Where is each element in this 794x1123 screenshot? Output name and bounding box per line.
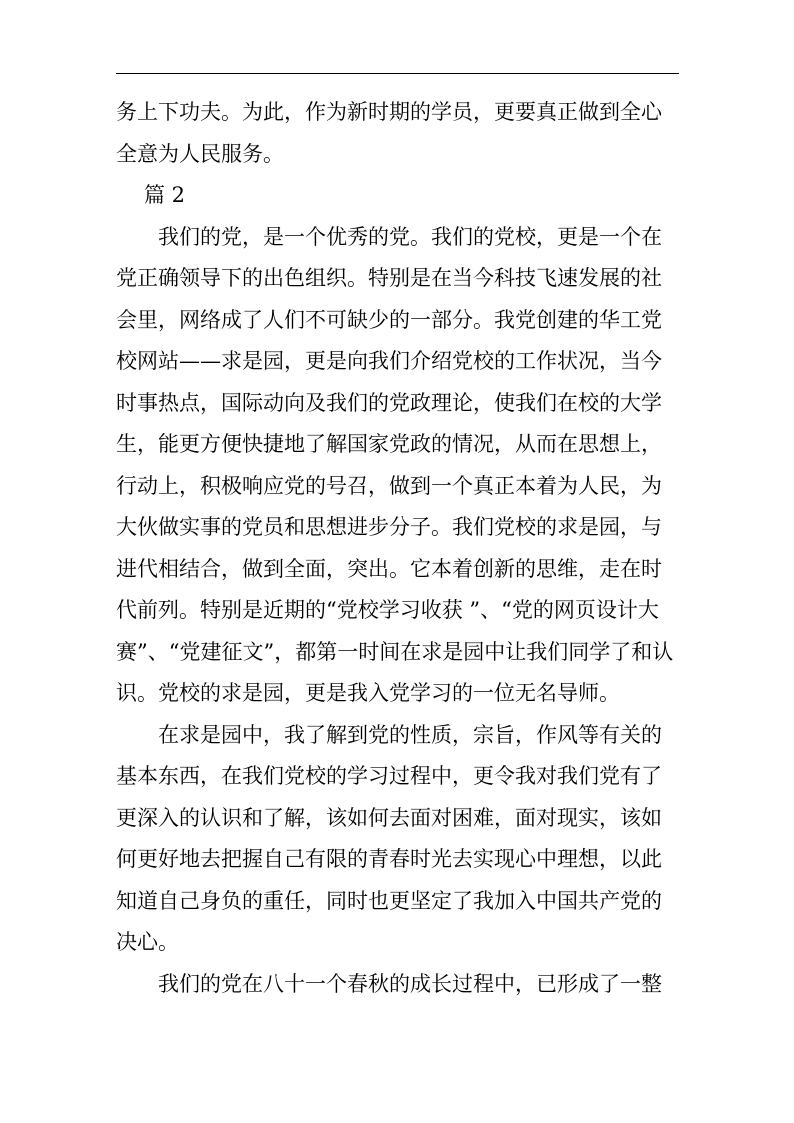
section-heading: 篇 2	[144, 183, 186, 207]
text-line: 我们的党，是一个优秀的党。我们的党校，更是一个在	[158, 224, 662, 249]
text-line: 时事热点，国际动向及我们的党政理论，使我们在校的大学	[116, 390, 662, 415]
document-body	[116, 92, 686, 1005]
text-line: 知道自己身负的重任，同时也更坚定了我加入中国共产党的	[116, 888, 662, 913]
text-line: 何更好地去把握自己有限的青春时光去实现心中理想，以此	[116, 847, 662, 871]
text-line: 代前列。特别是近期的“党校学习收获 ”、“党的网页设计大	[116, 598, 659, 622]
text-line: 赛”、“党建征文”，都第一时间在求是园中让我们同学了和认	[116, 639, 674, 664]
text-line: 生，能更方便快捷地了解国家党政的情况，从而在思想上，	[116, 432, 662, 456]
text-line: 行动上，积极响应党的号召，做到一个真正本着为人民，为	[116, 473, 662, 498]
text-line: 在求是园中，我了解到党的性质，宗旨，作风等有关的	[158, 722, 662, 747]
text-line: 进代相结合，做到全面，突出。它本着创新的思维，走在时	[116, 556, 662, 581]
text-line: 党正确领导下的出色组织。特别是在当今科技飞速发展的社	[116, 266, 662, 290]
text-line: 基本东西，在我们党校的学习过程中，更令我对我们党有了	[116, 764, 662, 788]
text-line: 全意为人民服务。	[116, 141, 284, 166]
text-line: 识。党校的求是园，更是我入党学习的一位无名导师。	[116, 681, 620, 705]
text-line: 务上下功夫。为此，作为新时期的学员，更要真正做到全心	[116, 100, 662, 124]
text-line: 会里，网络成了人们不可缺少的一部分。我党创建的华工党	[116, 307, 662, 332]
text-line: 大伙做实事的党员和思想进步分子。我们党校的求是园，与	[116, 515, 662, 539]
text-line: 校网站——求是园，更是向我们介绍党校的工作状况，当今	[116, 349, 662, 373]
header-rule	[116, 73, 679, 74]
text-line: 我们的党在八十一个春秋的成长过程中，已形成了一整	[158, 971, 662, 996]
text-line: 更深入的认识和了解，该如何去面对困难，面对现实，该如	[116, 805, 662, 830]
text-line: 决心。	[116, 930, 179, 954]
